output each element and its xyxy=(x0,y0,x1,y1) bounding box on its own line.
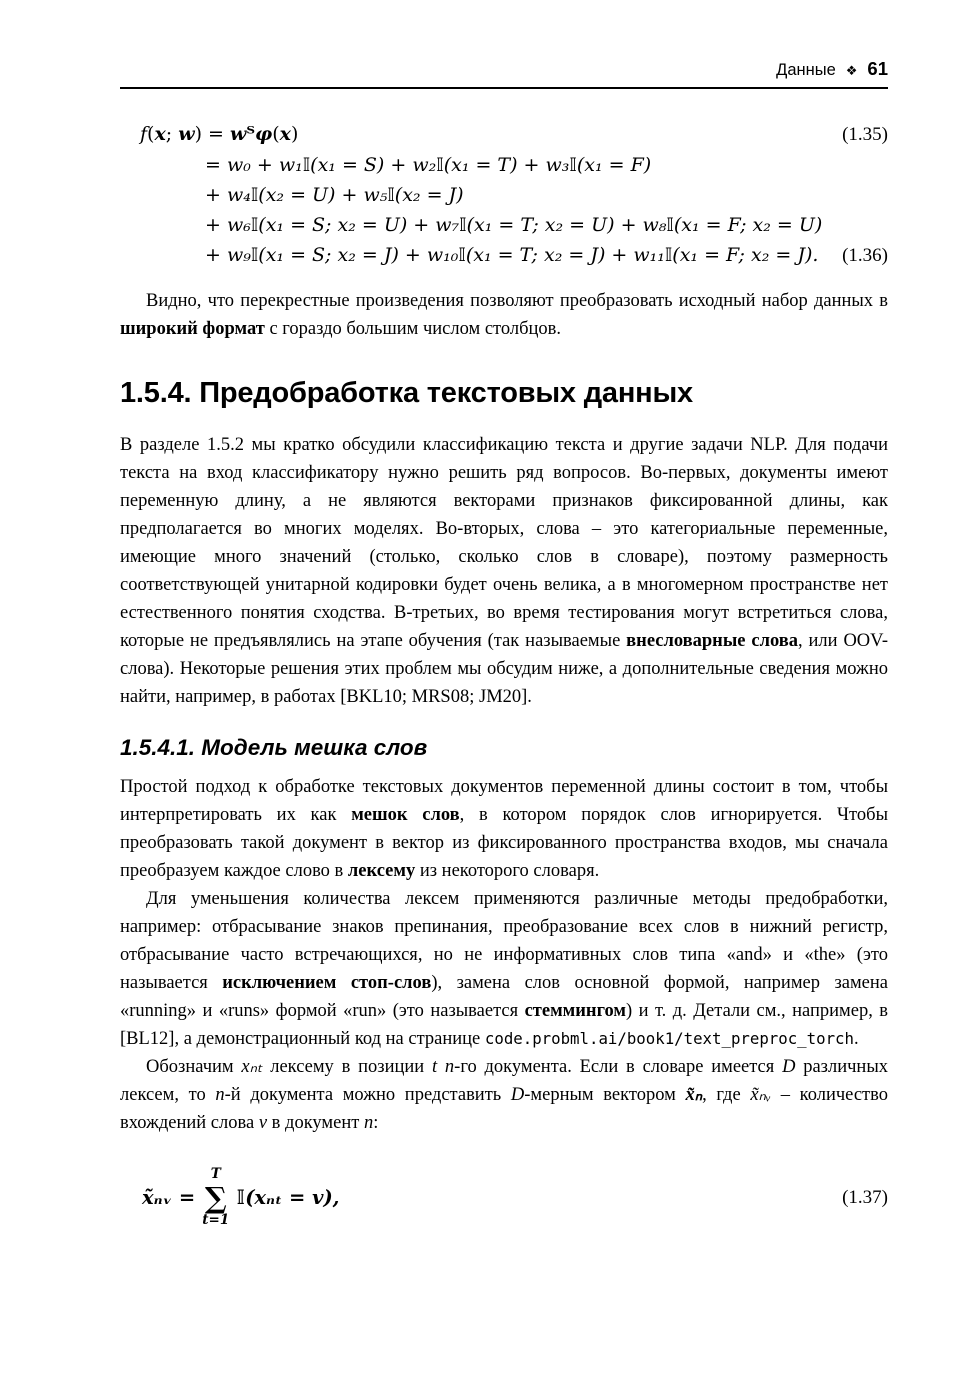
text-run: . xyxy=(853,1029,859,1049)
equation-line-2 xyxy=(120,150,888,180)
text-run: ᵀ xyxy=(246,123,256,145)
text-run: φ xyxy=(255,123,273,145)
text-run: различных лексем, то xyxy=(120,1057,889,1105)
paragraph-bag-of-words xyxy=(120,773,888,885)
equation-line-5 xyxy=(120,240,888,271)
equation-1-36-expression-line-3: + w₆𝕀(x₁ = S; x₂ = U) + w₇𝕀(x₁ = T; x₂ = U) + w₈𝕀(x₁ = F; x₂ = U) xyxy=(205,214,823,236)
text-run: с гораздо большим числом столбцов. xyxy=(264,319,562,339)
text-run: n xyxy=(363,1113,374,1133)
text-run: code.probml.ai/book1/text_preproc_torch xyxy=(484,1029,854,1048)
equation-tag-1-36: (1.36) xyxy=(842,245,888,266)
equation-tag-1-37: (1.37) xyxy=(842,1186,888,1208)
text-run: x xyxy=(279,123,291,145)
text-run: ) = xyxy=(194,123,231,145)
equation-1-36-expression-line-2: + w₄𝕀(x₂ = U) + w₅𝕀(x₂ = J) xyxy=(205,184,464,206)
text-run xyxy=(437,1057,445,1077)
text-run: Для уменьшения количества лексем применяются различные методы предобработки, например: отбрасывание знаков препинания, преобразование всех слов в нижний регистр, отбрасывание часто встречающихся, но не информативных слов типа «and» и «the» (это называется xyxy=(120,889,888,993)
text-run: широкий формат xyxy=(120,319,265,339)
text-run: xₙₜ xyxy=(241,1057,263,1077)
text-run: ; xyxy=(165,123,179,145)
text-run: Простой подход к обработке текстовых документов переменной длины состоит в том, чтобы интерпретировать их как xyxy=(120,777,888,825)
equation-1-37-lhs: x̃ₙᵥ = xyxy=(142,1186,196,1210)
equation-1-35-expression xyxy=(120,119,842,149)
text-run: x xyxy=(154,123,166,145)
text-run: v xyxy=(258,1113,268,1133)
paragraph-wide-format xyxy=(120,287,888,343)
text-run: Обозначим xyxy=(146,1057,242,1077)
equation-line-4 xyxy=(120,210,888,240)
text-run: D xyxy=(510,1085,525,1105)
equation-block-1-35-36 xyxy=(120,119,888,271)
text-run: из некоторого словаря. xyxy=(415,861,600,881)
running-header xyxy=(120,58,888,89)
text-run: В разделе 1.5.2 мы кратко обсудили классификацию текста и другие задачи NLP. Для подачи текста на вход классификатору нужно решить ряд вопросов. Во-первых, документы имеют переменную длину, а не являются векторами признаков фиксированной длины, как предполагается во многих моделях. Во-вторых, слова – это категориальные переменные, имеющие много значений (столько, сколько слов в словаре), поэтому размерность соответствующей унитарной кодировки будет очень велика, а в многомерном пространстве нет естественного понятия сходства. В-третьих, во время тестирования могут встретиться слова, которые не предъявлялись на этапе обучения (так называемые xyxy=(120,435,888,651)
text-run: Видно, что перекрестные произведения позволяют преобразовать исходный набор данных в xyxy=(146,291,888,311)
equation-1-36-expression-line-4: + w₉𝕀(x₁ = S; x₂ = J) + w₁₀𝕀(x₁ = T; x₂ = J) + w₁₁𝕀(x₁ = F; x₂ = J). xyxy=(205,244,819,266)
sigma-icon: ∑ xyxy=(204,1180,227,1215)
equation-line-3 xyxy=(120,180,888,210)
running-header-section-label: Данные xyxy=(776,61,836,79)
text-run: : xyxy=(373,1113,379,1133)
equation-block-1-37 xyxy=(120,1167,888,1228)
text-run: D xyxy=(782,1057,796,1077)
text-run: лексему xyxy=(347,861,416,881)
text-run: -мерным вектором xyxy=(524,1085,686,1105)
text-run: ( xyxy=(272,123,280,145)
text-run: – количество вхождений слова xyxy=(120,1085,888,1133)
text-run: , в котором порядок слов игнорируется. Чтобы преобразовать такой документ в вектор из фиксированного пространства входов, мы сначала преобразуем каждое слово в xyxy=(120,805,888,881)
text-run: ) и т. д. Детали см., например, в [BL12], а демонстрационный код на странице xyxy=(120,1001,888,1049)
text-run: -й документа можно представить xyxy=(224,1085,511,1105)
text-run: стеммингом xyxy=(524,1001,627,1021)
text-run: f xyxy=(140,123,148,145)
running-head-row xyxy=(120,58,888,87)
text-run: x̃ₙᵥ xyxy=(750,1085,772,1105)
equation-1-37-expression xyxy=(120,1167,339,1228)
text-run: n xyxy=(215,1085,225,1105)
page-number: 61 xyxy=(867,58,888,79)
summation-lower-limit: t=1 xyxy=(202,1211,230,1228)
subsection-heading-1-5-4-1: 1.5.4.1. Модель мешка слов xyxy=(120,735,428,760)
text-run: внесловарные слова xyxy=(626,631,798,651)
diamond-ornament-icon: ❖ xyxy=(845,63,858,78)
text-run: исключением стоп-слов xyxy=(222,973,432,993)
text-run: w xyxy=(230,123,247,145)
text-run: в документ xyxy=(267,1113,364,1133)
section-heading-1-5-4: 1.5.4. Предобработка текстовых данных xyxy=(120,377,693,409)
equation-1-36-expression-line-1: = w₀ + w₁𝕀(x₁ = S) + w₂𝕀(x₁ = T) + w₃𝕀(x₁ = F) xyxy=(205,154,652,176)
summation-upper-limit: T xyxy=(210,1166,221,1182)
text-run: x̃ₙ xyxy=(685,1085,703,1105)
text-run: n xyxy=(444,1057,455,1077)
text-run: t xyxy=(431,1057,438,1077)
text-run: мешок слов xyxy=(351,805,460,825)
text-run: , где xyxy=(702,1085,751,1105)
text-run: лексему в позиции xyxy=(262,1057,432,1077)
equation-1-37-rhs: 𝕀(xₙₜ = v), xyxy=(236,1186,340,1210)
text-run: , или OOV-слова). Некоторые решения этих проблем мы обсудим ниже, а дополнительные сведения можно найти, например, в работах [BKL10; MRS08; JM20]. xyxy=(120,631,888,707)
equation-tag-1-35: (1.35) xyxy=(842,124,888,145)
paragraph-token-notation xyxy=(120,1053,888,1137)
text-run: ), замена слов основной формой, например замена «running» и «runs» формой «run» (это называется xyxy=(120,973,888,1021)
text-run: w xyxy=(178,123,195,145)
header-rule xyxy=(120,87,888,89)
paragraph-preprocessing xyxy=(120,885,888,1053)
summation-symbol xyxy=(202,1167,229,1228)
equation-line-1 xyxy=(120,119,888,150)
text-run: ) xyxy=(290,123,299,145)
paragraph-nlp-intro xyxy=(120,431,888,711)
text-run: ( xyxy=(147,123,155,145)
text-run: -го документа. Если в словаре имеется xyxy=(454,1057,783,1077)
